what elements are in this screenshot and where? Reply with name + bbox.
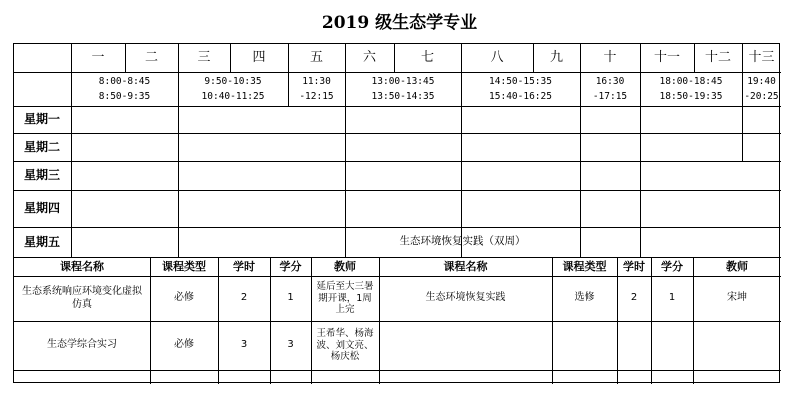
- course-name: 生态学综合实习: [47, 339, 117, 351]
- header-credits-left: 学分: [279, 259, 302, 273]
- time-slot-morning-1: 8:00-8:45 8:50-9:35: [98, 76, 151, 102]
- course-credits: 3: [287, 339, 294, 351]
- course-credits: 1: [668, 292, 676, 304]
- time-slot-late-afternoon: 16:30 -17:15: [592, 76, 628, 102]
- period-13: 十三: [748, 49, 775, 65]
- course-hours: 2: [240, 292, 248, 304]
- course-type: 必修: [174, 292, 194, 304]
- period-5: 五: [309, 49, 323, 65]
- course-hours: 2: [630, 292, 638, 304]
- period-11: 十一: [653, 49, 680, 65]
- course-credits: 1: [287, 292, 294, 304]
- period-12: 十二: [704, 49, 731, 65]
- day-tuesday: 星期二: [24, 139, 61, 154]
- period-4: 四: [252, 49, 266, 65]
- period-8: 八: [490, 49, 504, 65]
- course-teacher: 王希华、杨海波、刘文亮、杨庆松: [316, 327, 374, 363]
- period-3: 三: [197, 49, 211, 65]
- course-hours: 3: [240, 339, 248, 351]
- header-course-type-right: 课程类型: [562, 259, 607, 273]
- time-slot-afternoon-1: 13:00-13:45 13:50-14:35: [371, 76, 435, 102]
- header-teacher-right: 教师: [726, 259, 748, 273]
- course-teacher: 宋坤: [727, 292, 747, 304]
- time-slot-evening-1: 18:00-18:45 18:50-19:35: [659, 76, 723, 102]
- course-name: 生态环境恢复实践: [425, 292, 506, 304]
- time-slot-noon: 11:30 -12:15: [299, 76, 334, 102]
- period-2: 二: [144, 49, 158, 65]
- day-wednesday: 星期三: [24, 168, 61, 182]
- header-teacher-left: 教师: [334, 259, 356, 273]
- timetable: [13, 43, 780, 383]
- course-type: 必修: [174, 339, 194, 351]
- period-6: 六: [362, 49, 376, 65]
- period-9: 九: [549, 49, 563, 65]
- time-slot-morning-2: 9:50-10:35 10:40-11:25: [201, 76, 265, 102]
- header-course-name-right: 课程名称: [443, 259, 488, 273]
- header-credits-right: 学分: [661, 259, 683, 273]
- day-thursday: 星期四: [24, 201, 61, 215]
- header-course-name-left: 课程名称: [60, 259, 104, 273]
- course-teacher: 延后至大三暑期开课，1周上完: [316, 280, 374, 316]
- header-course-type-left: 课程类型: [162, 259, 206, 273]
- time-slot-evening-2: 19:40 -20:25: [744, 76, 779, 102]
- period-10: 十: [603, 49, 617, 65]
- period-1: 一: [91, 49, 105, 65]
- day-monday: 星期一: [24, 112, 61, 126]
- page-title: 2019 级生态学专业: [321, 13, 478, 33]
- period-7: 七: [420, 49, 434, 65]
- time-slot-afternoon-2: 14:50-15:35 15:40-16:25: [489, 76, 552, 102]
- course-name: 生态系统响应环境变化虚拟仿真: [22, 286, 142, 310]
- course-type: 选修: [574, 292, 595, 304]
- header-hours-right: 学时: [623, 259, 645, 273]
- day-friday: 星期五: [24, 234, 61, 249]
- friday-activity: 生态环境恢复实践（双周）: [399, 235, 526, 248]
- header-hours-left: 学时: [233, 259, 255, 273]
